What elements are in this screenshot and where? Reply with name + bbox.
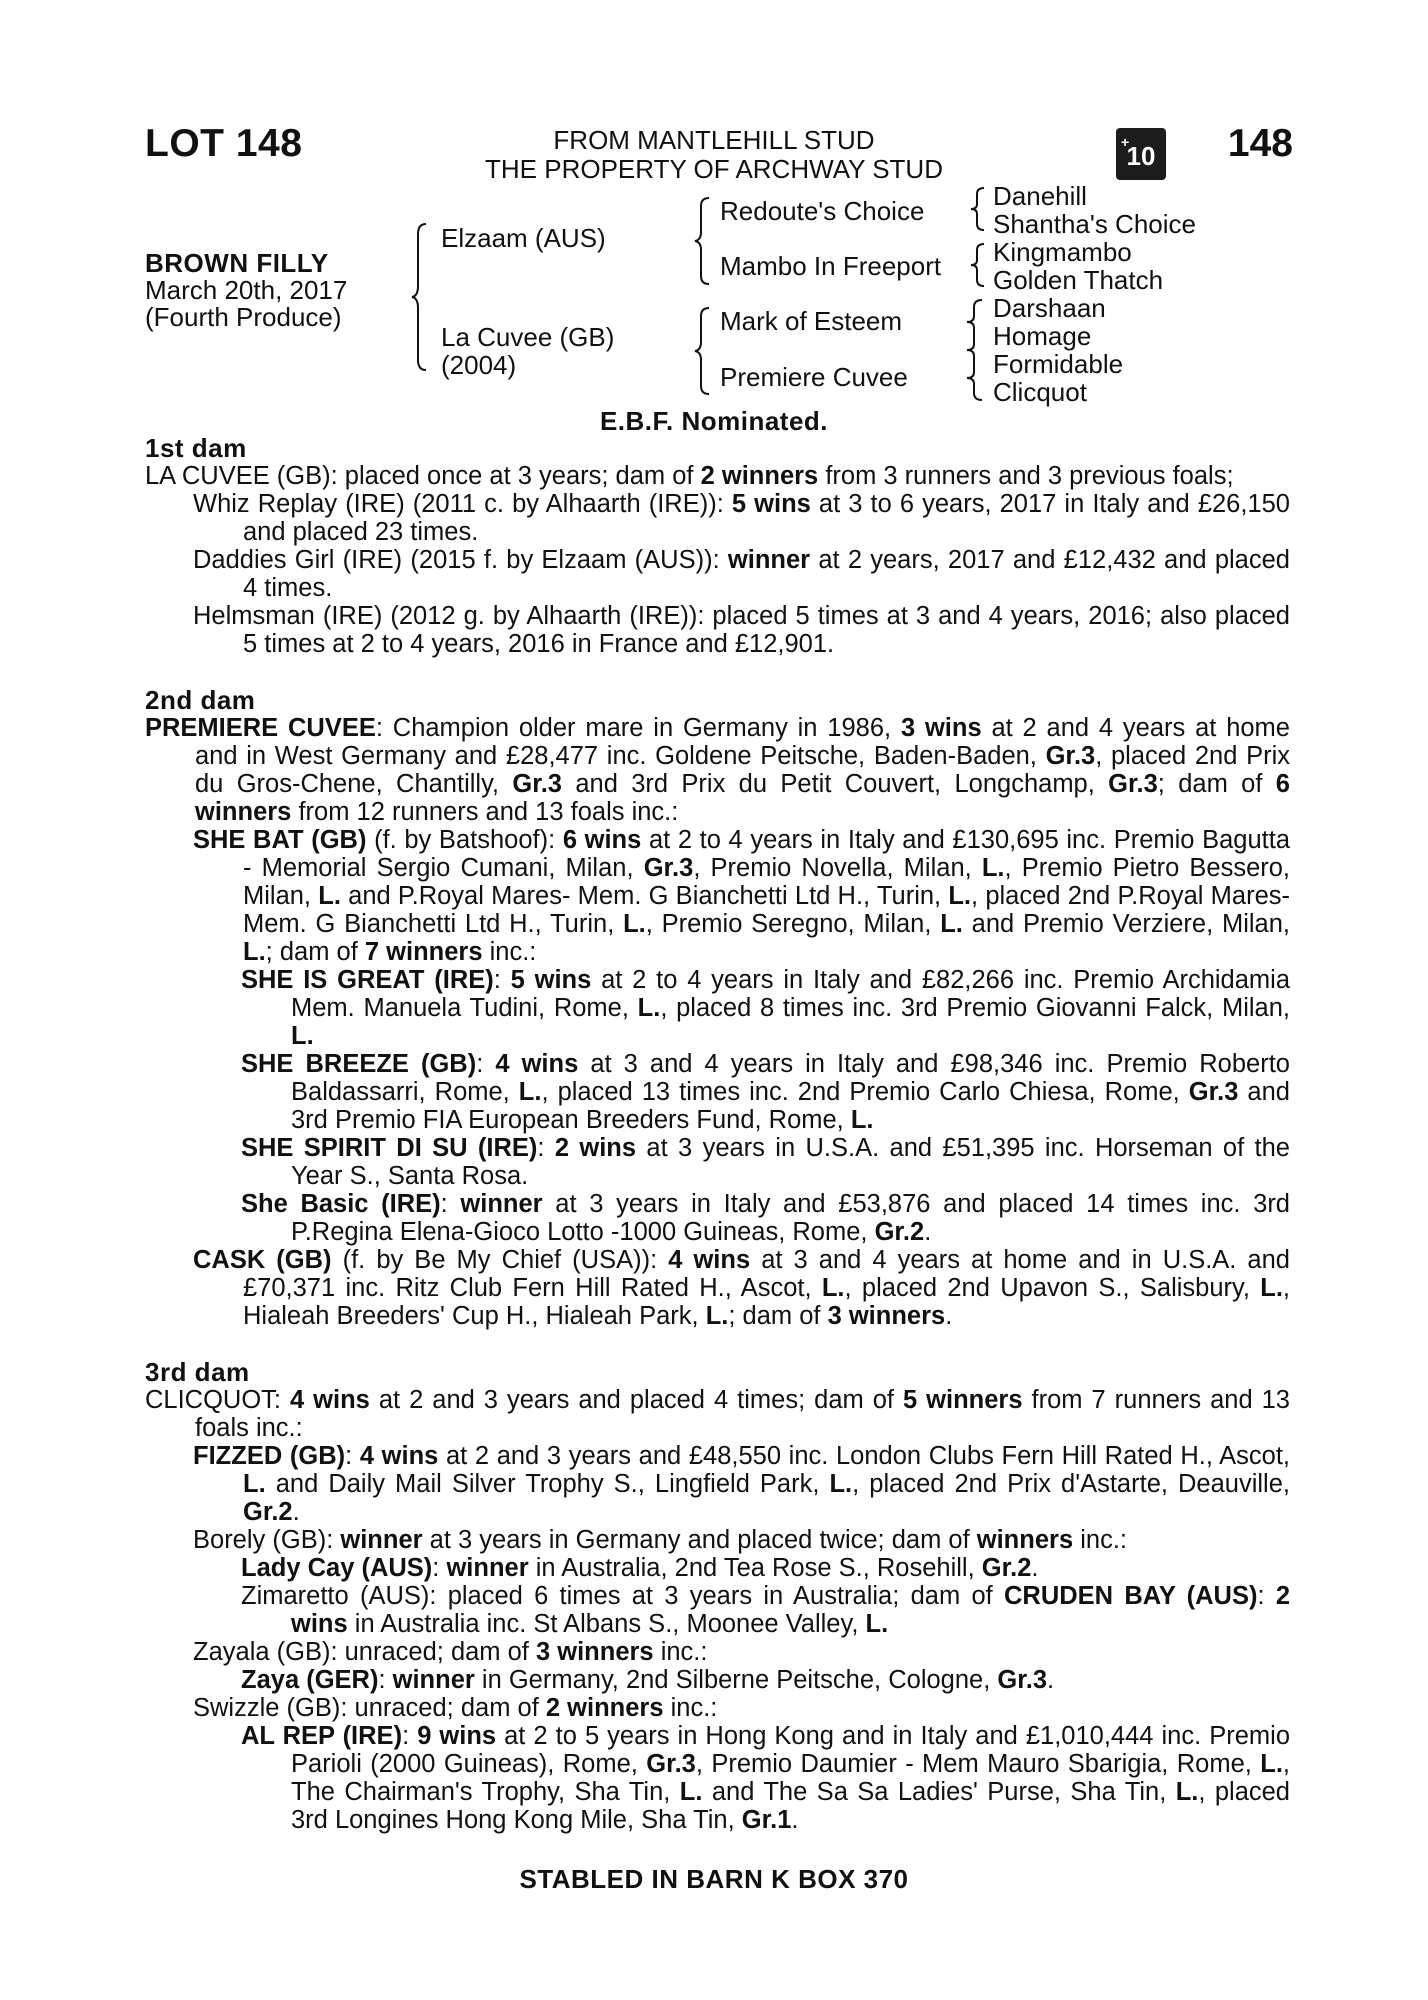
third-dam-intro: CLICQUOT: 4 wins at 2 and 3 years and placed 4 times; dam of 5 winners from 7 runners and 13 foals inc.: bbox=[145, 1386, 1290, 1442]
pedigree-gp-5: Darshaan bbox=[993, 293, 1106, 323]
progeny-entry: Helmsman (IRE) (2012 g. by Alhaarth (IRE)): placed 5 times at 3 and 4 years, 2016; also placed 5 times at 2 to 4 years, 2016 in France and £12,901. bbox=[193, 602, 1290, 658]
gp-brace-3 bbox=[962, 294, 988, 406]
progeny-entry: Daddies Girl (IRE) (2015 f. by Elzaam (AUS)): winner at 2 years, 2017 and £12,432 and placed 4 times. bbox=[193, 546, 1290, 602]
progeny-entry: She Basic (IRE): winner at 3 years in Italy and £53,876 and placed 14 times inc. 3rd P.Regina Elena-Gioco Lotto -1000 Guineas, Rome, Gr.2. bbox=[241, 1190, 1290, 1246]
first-dam-intro: LA CUVEE (GB): placed once at 3 years; dam of 2 winners from 3 runners and 3 previous foals; bbox=[145, 462, 1234, 490]
gp-brace-2 bbox=[968, 240, 988, 290]
lot-title: LOT 148 bbox=[145, 122, 303, 165]
pedigree-sire-sire: Redoute's Choice bbox=[720, 196, 925, 226]
horse-produce: (Fourth Produce) bbox=[145, 302, 342, 332]
progeny-entry: AL REP (IRE): 9 wins at 2 to 5 years in Hong Kong and in Italy and £1,010,444 inc. Premio Parioli (2000 Guineas), Rome, Gr.3, Premio Daumier - Mem Mauro Sbarigia, Rome, L., The Chairman's Trophy, Sha Tin, L. and The Sa Sa Ladies' Purse, Sha Tin, L., placed 3rd Longines Hong Kong Mile, Sha Tin, Gr.1. bbox=[241, 1722, 1291, 1834]
sire-dam-brace bbox=[410, 222, 430, 372]
pedigree-dam-sire: Mark of Esteem bbox=[720, 306, 903, 336]
progeny-entry: Zaya (GER): winner in Germany, 2nd Silberne Peitsche, Cologne, Gr.3. bbox=[241, 1666, 1055, 1694]
pedigree-dam-dam: Premiere Cuvee bbox=[720, 362, 908, 392]
progeny-entry: SHE SPIRIT DI SU (IRE): 2 wins at 3 years in U.S.A. and £51,395 inc. Horseman of the Year S., Santa Rosa. bbox=[241, 1134, 1290, 1190]
badge-text: 10 bbox=[1126, 141, 1156, 171]
progeny-entry: CASK (GB) (f. by Be My Chief (USA)): 4 wins at 3 and 4 years at home and in U.S.A. and £70,371 inc. Ritz Club Fern Hill Rated H., Ascot, L., placed 2nd Upavon S., Salisbury, L., Hialeah Breeders' Cup H., Hialeah Park, L.; dam of 3 winners. bbox=[193, 1246, 1291, 1330]
pedigree-dam-year: (2004) bbox=[441, 350, 517, 380]
horse-sex: BROWN FILLY bbox=[145, 248, 329, 278]
pedigree-gp-6: Homage bbox=[993, 321, 1092, 351]
vendor-line-1: FROM MANTLEHILL STUD bbox=[553, 125, 875, 155]
second-dam-heading: 2nd dam bbox=[145, 685, 256, 715]
pedigree-dam: La Cuvee (GB) bbox=[441, 322, 615, 352]
pedigree-gp-3: Kingmambo bbox=[993, 237, 1132, 267]
second-dam-intro: PREMIERE CUVEE: Champion older mare in Germany in 1986, 3 wins at 2 and 4 years at home and in West Germany and £28,477 inc. Goldene Peitsche, Baden-Baden, Gr.3, placed 2nd Prix du Gros-Chene, Chantilly, Gr.3 and 3rd Prix du Petit Couvert, Longchamp, Gr.3; dam of 6 winners from 12 runners and 13 foals inc.: bbox=[145, 714, 1290, 826]
progeny-entry: SHE BAT (GB) (f. by Batshoof): 6 wins at 2 to 4 years in Italy and £130,695 inc. Premio Bagutta - Memorial Sergio Cumani, Milan, Gr.3, Premio Novella, Milan, L., Premio Pietro Bessero, Milan, L. and P.Royal Mares- Mem. G Bianchetti Ltd H., Turin, L., placed 2nd P.Royal Mares- Mem. G Bianchetti Ltd H., Turin, L., Premio Seregno, Milan, L. and Premio Verziere, Milan, L.; dam of 7 winners inc.: bbox=[193, 826, 1291, 966]
sire-parents-brace bbox=[693, 196, 713, 286]
progeny-entry: FIZZED (GB): 4 wins at 2 and 3 years and £48,550 inc. London Clubs Fern Hill Rated H., Ascot, L. and Daily Mail Silver Trophy S., Lingfield Park, L., placed 2nd Prix d'Astarte, Deauville, Gr.2. bbox=[193, 1442, 1291, 1526]
vendor-line-2: THE PROPERTY OF ARCHWAY STUD bbox=[485, 154, 943, 184]
ebf-nominated: E.B.F. Nominated. bbox=[599, 406, 829, 436]
progeny-entry: Zayala (GB): unraced; dam of 3 winners inc.: bbox=[193, 1638, 708, 1666]
progeny-entry: Lady Cay (AUS): winner in Australia, 2nd Tea Rose S., Rosehill, Gr.2. bbox=[241, 1554, 1039, 1582]
lot-number: 148 bbox=[1227, 122, 1293, 165]
pedigree-gp-8: Clicquot bbox=[993, 377, 1087, 407]
horse-dob: March 20th, 2017 bbox=[145, 275, 348, 305]
progeny-entry: SHE BREEZE (GB): 4 wins at 3 and 4 years in Italy and £98,346 inc. Premio Roberto Baldassarri, Rome, L., placed 13 times inc. 2nd Premio Carlo Chiesa, Rome, Gr.3 and 3rd Premio FIA European Breeders Fund, Rome, L. bbox=[241, 1050, 1290, 1134]
progeny-entry: Borely (GB): winner at 3 years in Germany and placed twice; dam of winners inc.: bbox=[193, 1526, 1127, 1554]
pedigree-gp-7: Formidable bbox=[993, 349, 1124, 379]
progeny-entry: Zimaretto (AUS): placed 6 times at 3 years in Australia; dam of CRUDEN BAY (AUS): 2 wins in Australia inc. St Albans S., Moonee Valley, L. bbox=[241, 1582, 1290, 1638]
horse-description bbox=[145, 250, 347, 331]
dam-parents-brace bbox=[693, 306, 713, 396]
badge-plus-icon: + bbox=[1121, 134, 1130, 150]
sale-badge bbox=[1116, 128, 1166, 180]
catalogue-body bbox=[145, 434, 1290, 1834]
pedigree-sire-dam: Mambo In Freeport bbox=[720, 251, 942, 281]
pedigree-gp-4: Golden Thatch bbox=[993, 265, 1164, 295]
third-dam-heading: 3rd dam bbox=[145, 1357, 250, 1387]
pedigree-gp-2: Shantha's Choice bbox=[993, 209, 1196, 239]
progeny-entry: SHE IS GREAT (IRE): 5 wins at 2 to 4 years in Italy and £82,266 inc. Premio Archidamia Mem. Manuela Tudini, Rome, L., placed 8 times inc. 3rd Premio Giovanni Falck, Milan, L. bbox=[241, 966, 1291, 1050]
progeny-entry: Whiz Replay (IRE) (2011 c. by Alhaarth (IRE)): 5 wins at 3 to 6 years, 2017 in Italy and £26,150 and placed 23 times. bbox=[193, 490, 1290, 546]
pedigree-gp-1: Danehill bbox=[993, 181, 1087, 211]
first-dam-heading: 1st dam bbox=[145, 433, 247, 463]
pedigree-sire: Elzaam (AUS) bbox=[441, 223, 606, 253]
gp-brace-1 bbox=[968, 184, 988, 234]
stabling-info: STABLED IN BARN K BOX 370 bbox=[519, 1864, 909, 1894]
vendor-block bbox=[0, 126, 1428, 184]
progeny-entry: Swizzle (GB): unraced; dam of 2 winners inc.: bbox=[193, 1694, 718, 1722]
